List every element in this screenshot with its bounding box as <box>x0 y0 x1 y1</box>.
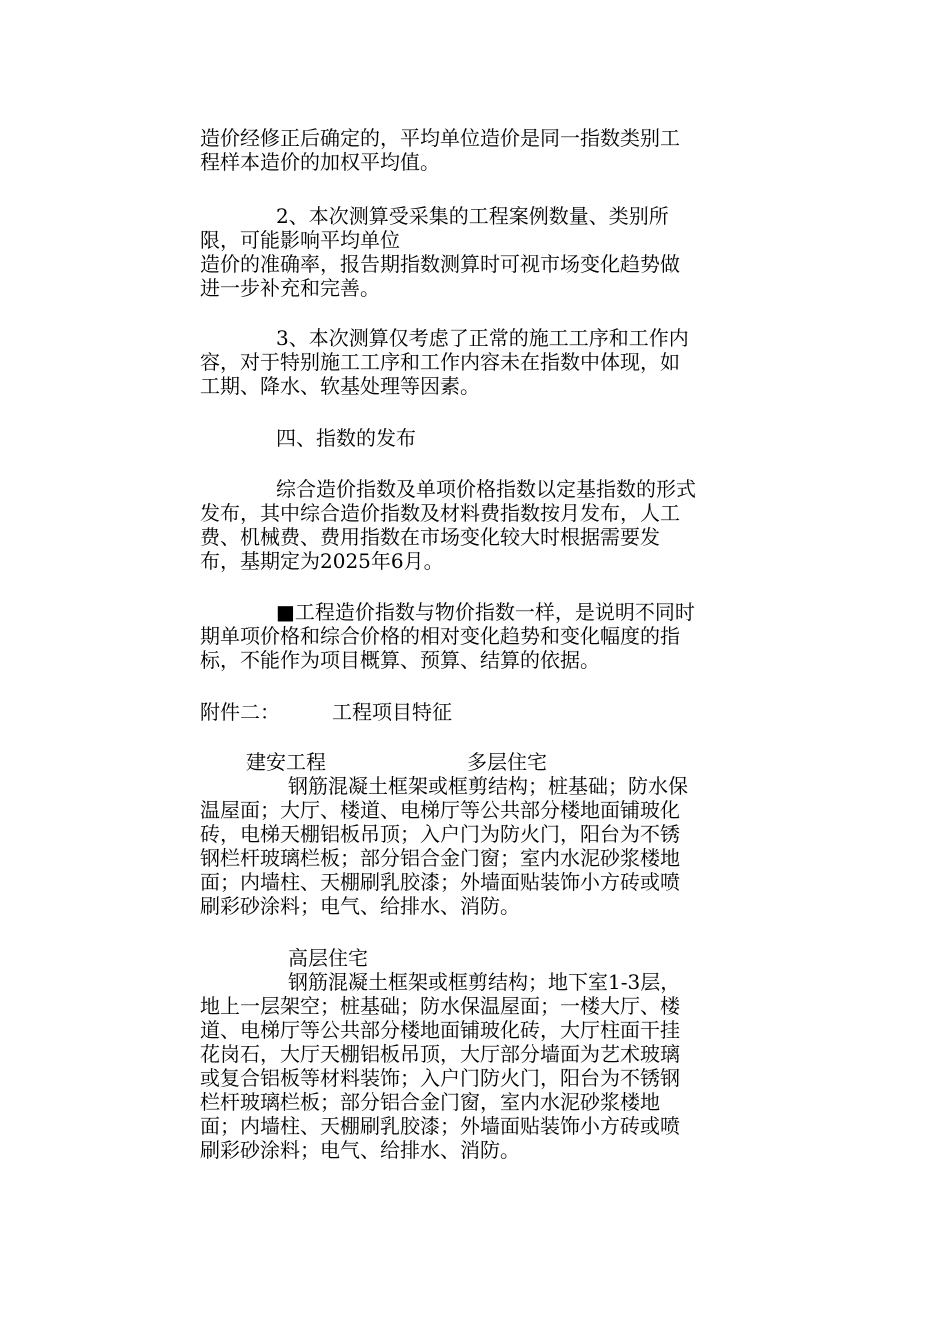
text-line: 综合造价指数及单项价格指数以定基指数的形式 <box>276 477 696 501</box>
text-line: 钢筋混凝土框架或框剪结构；桩基础；防水保 <box>288 774 688 798</box>
category-label: 建安工程 <box>246 750 326 774</box>
text-line: 限，可能影响平均单位 <box>200 228 400 252</box>
text-line: 标，不能作为项目概算、预算、结算的依据。 <box>200 648 600 672</box>
section-heading: 四、指数的发布 <box>276 426 416 450</box>
text-line: 布，基期定为2025年6月。 <box>200 549 444 573</box>
text-line: 容，对于特别施工工序和工作内容未在指数中体现，如 <box>200 350 680 374</box>
text-line: 期单项价格和综合价格的相对变化趋势和变化幅度的指 <box>200 624 680 648</box>
text-line: 道、电梯厅等公共部分楼地面铺玻化砖，大厅柱面干挂 <box>200 1018 680 1042</box>
text-line: 砖，电梯天棚铝板吊顶；入户门为防火门，阳台为不锈 <box>200 822 680 846</box>
text-line: 造价经修正后确定的，平均单位造价是同一指数类别工 <box>200 126 680 150</box>
text-line: 刷彩砂涂料；电气、给排水、消防。 <box>200 1138 520 1162</box>
subcategory-label: 多层住宅 <box>467 750 547 774</box>
text-line: 工期、降水、软基处理等因素。 <box>200 374 480 398</box>
text-line: 栏杆玻璃栏板；部分铝合金门窗，室内水泥砂浆楼地 <box>200 1090 660 1114</box>
text-line: 钢筋混凝土框架或框剪结构；地下室1-3层， <box>288 970 681 994</box>
text-line: 发布，其中综合造价指数及材料费指数按月发布，人工 <box>200 501 680 525</box>
text-line: 温屋面；大厅、楼道、电梯厅等公共部分楼地面铺玻化 <box>200 798 680 822</box>
text-line: 花岗石，大厅天棚铝板吊顶，大厅部分墙面为艺术玻璃 <box>200 1042 680 1066</box>
appendix-title: 工程项目特征 <box>332 700 452 724</box>
text-line: 面；内墙柱、天棚刷乳胶漆；外墙面贴装饰小方砖或喷 <box>200 870 680 894</box>
subcategory-label: 高层住宅 <box>288 946 368 970</box>
text-line: 程样本造价的加权平均值。 <box>200 150 440 174</box>
text-line: 3、本次测算仅考虑了正常的施工工序和工作内 <box>276 326 689 350</box>
text-line: 造价的准确率，报告期指数测算时可视市场变化趋势做 <box>200 252 680 276</box>
text-line: 钢栏杆玻璃栏板；部分铝合金门窗；室内水泥砂浆楼地 <box>200 846 680 870</box>
text-line: ■工程造价指数与物价指数一样，是说明不同时 <box>276 600 695 624</box>
appendix-label: 附件二： <box>200 700 280 724</box>
text-line: 2、本次测算受采集的工程案例数量、类别所 <box>276 204 669 228</box>
text-line: 费、机械费、费用指数在市场变化较大时根据需要发 <box>200 525 660 549</box>
text-line: 刷彩砂涂料；电气、给排水、消防。 <box>200 894 520 918</box>
text-line: 进一步补充和完善。 <box>200 276 380 300</box>
text-line: 地上一层架空；桩基础；防水保温屋面；一楼大厅、楼 <box>200 994 680 1018</box>
text-line: 面；内墙柱、天棚刷乳胶漆；外墙面贴装饰小方砖或喷 <box>200 1114 680 1138</box>
text-line: 或复合铝板等材料装饰；入户门防火门，阳台为不锈钢 <box>200 1066 680 1090</box>
